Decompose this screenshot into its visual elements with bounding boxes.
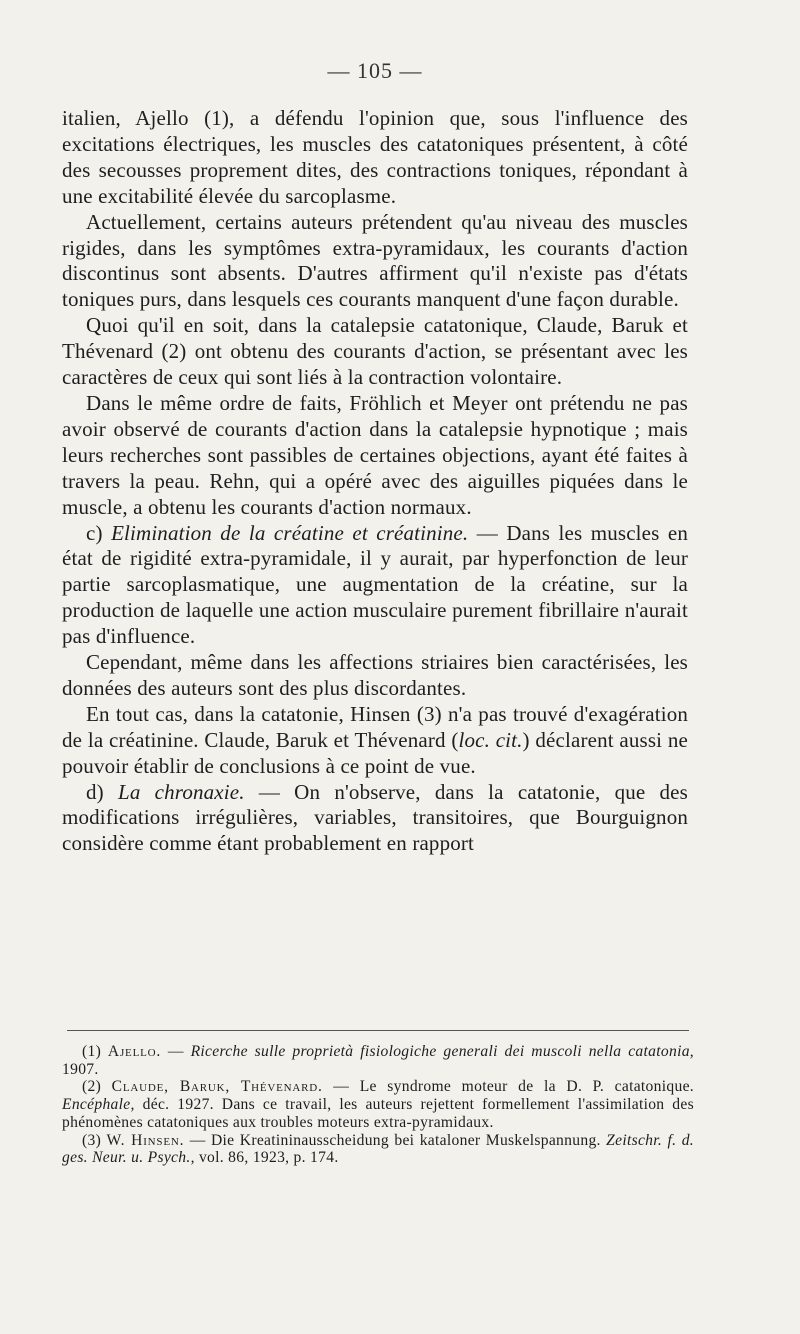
footnote-author: W. Hinsen. — [106, 1131, 185, 1149]
paragraph-text: En tout cas, dans la catatonie, Hinsen (3) n'a pas trouvé d'exagération de la créatinine. Claude, Baruk et Thévenard ( — [62, 701, 688, 752]
paragraph — [62, 702, 688, 780]
footnote-text: 1907. — [62, 1060, 99, 1078]
footnote-text: vol. 86, 1923, p. 174. — [194, 1149, 339, 1167]
main-text — [62, 106, 688, 857]
footnote — [62, 1078, 694, 1131]
footnote-number: (2) — [82, 1078, 102, 1096]
footnote-title: Zeitschr. f. d. ges. Neur. u. Psych., — [62, 1131, 694, 1167]
footnote-text: Die Kreatininausscheidung bei kataloner Muskelspannung. — [210, 1131, 607, 1149]
section-d-text: — On n'observe, dans la catatonie, que des modifications irrégulières, variables, transitoires, que Bourguignon considère comme étant probablement en rapport — [62, 779, 688, 856]
footnotes — [62, 1043, 694, 1167]
section-d-paragraph — [62, 780, 688, 858]
footnote — [62, 1043, 694, 1078]
footnote-dash: — — [161, 1043, 191, 1060]
footnote — [62, 1132, 694, 1167]
section-d-title: La chronaxie. — [118, 779, 245, 804]
footnote-title: Ricerche sulle proprietà fisiologiche generali dei muscoli nella catatonia, — [190, 1043, 694, 1060]
section-d-label: d) — [86, 779, 104, 804]
section-c-text: — Dans les muscles en état de rigidité extra-pyramidale, il y aurait, par hyperfonction de leur partie sarcoplasmatique, une augmentation de la créatine, sur la production de laquelle une action musculaire purement fibrillaire n'aurait pas d'influence. — [62, 520, 688, 649]
footnote-title: Encéphale, — [62, 1096, 135, 1114]
section-c-title: Elimination de la créatine et créatinine. — [111, 520, 469, 545]
paragraph: italien, Ajello (1), a défendu l'opinion que, sous l'influence des excitations électriques, les muscles des catatoniques présentent, à côté des secousses proprement dites, des contractions toniques, répondant à une excitabilité élevée du sarcoplasme. — [62, 106, 688, 208]
footnote-dash: — — [322, 1078, 360, 1096]
footnote-number: (3) — [82, 1131, 102, 1149]
footnote-number: (1) — [82, 1043, 102, 1060]
footnote-author: Ajello. — [107, 1043, 162, 1060]
footnote-dash: — — [184, 1131, 211, 1149]
page-number: — 105 — — [327, 58, 423, 83]
footnote-text: déc. 1927. Dans ce travail, les auteurs rejettent formellement l'assimilation des phénomènes catatoniques aux troubles moteurs extra-pyramidaux. — [62, 1096, 694, 1131]
footnote-divider — [67, 1030, 689, 1031]
section-c-paragraph — [62, 521, 688, 651]
footnote-author: Claude, Baruk, Thévenard. — [111, 1078, 323, 1096]
paragraph: Quoi qu'il en soit, dans la catalepsie catatonique, Claude, Baruk et Thévenard (2) ont obtenu des courants d'action, se présentant avec les caractères de ceux qui sont liés à la contraction volontaire. — [62, 313, 688, 390]
footnote-text: Le syndrome moteur de la D. P. catatonique. — [359, 1078, 694, 1096]
section-c-label: c) — [86, 520, 103, 545]
paragraph-text: ) déclarent aussi ne pouvoir établir de conclusions à ce point de vue. — [62, 727, 689, 778]
page-body — [62, 58, 688, 857]
paragraph: Cependant, même dans les affections striaires bien caractérisées, les données des auteurs sont des plus discordantes. — [62, 650, 688, 700]
paragraph: Dans le même ordre de faits, Fröhlich et Meyer ont prétendu ne pas avoir observé de courants d'action dans la catalepsie hypnotique ; mais leurs recherches sont passibles de certaines objections, ayant été faites à travers la peau. Rehn, qui a opéré avec des aiguilles piquées dans le muscle, a obtenu les courants d'action normaux. — [62, 390, 688, 519]
citation-italic: loc. cit. — [458, 727, 523, 752]
paragraph: Actuellement, certains auteurs prétendent qu'au niveau des muscles rigides, dans les symptômes extra-pyramidaux, les courants d'action discontinus sont absents. D'autres affirment qu'il n'existe pas d'états toniques purs, dans lesquels ces courants manquent d'une façon durable. — [62, 209, 688, 312]
